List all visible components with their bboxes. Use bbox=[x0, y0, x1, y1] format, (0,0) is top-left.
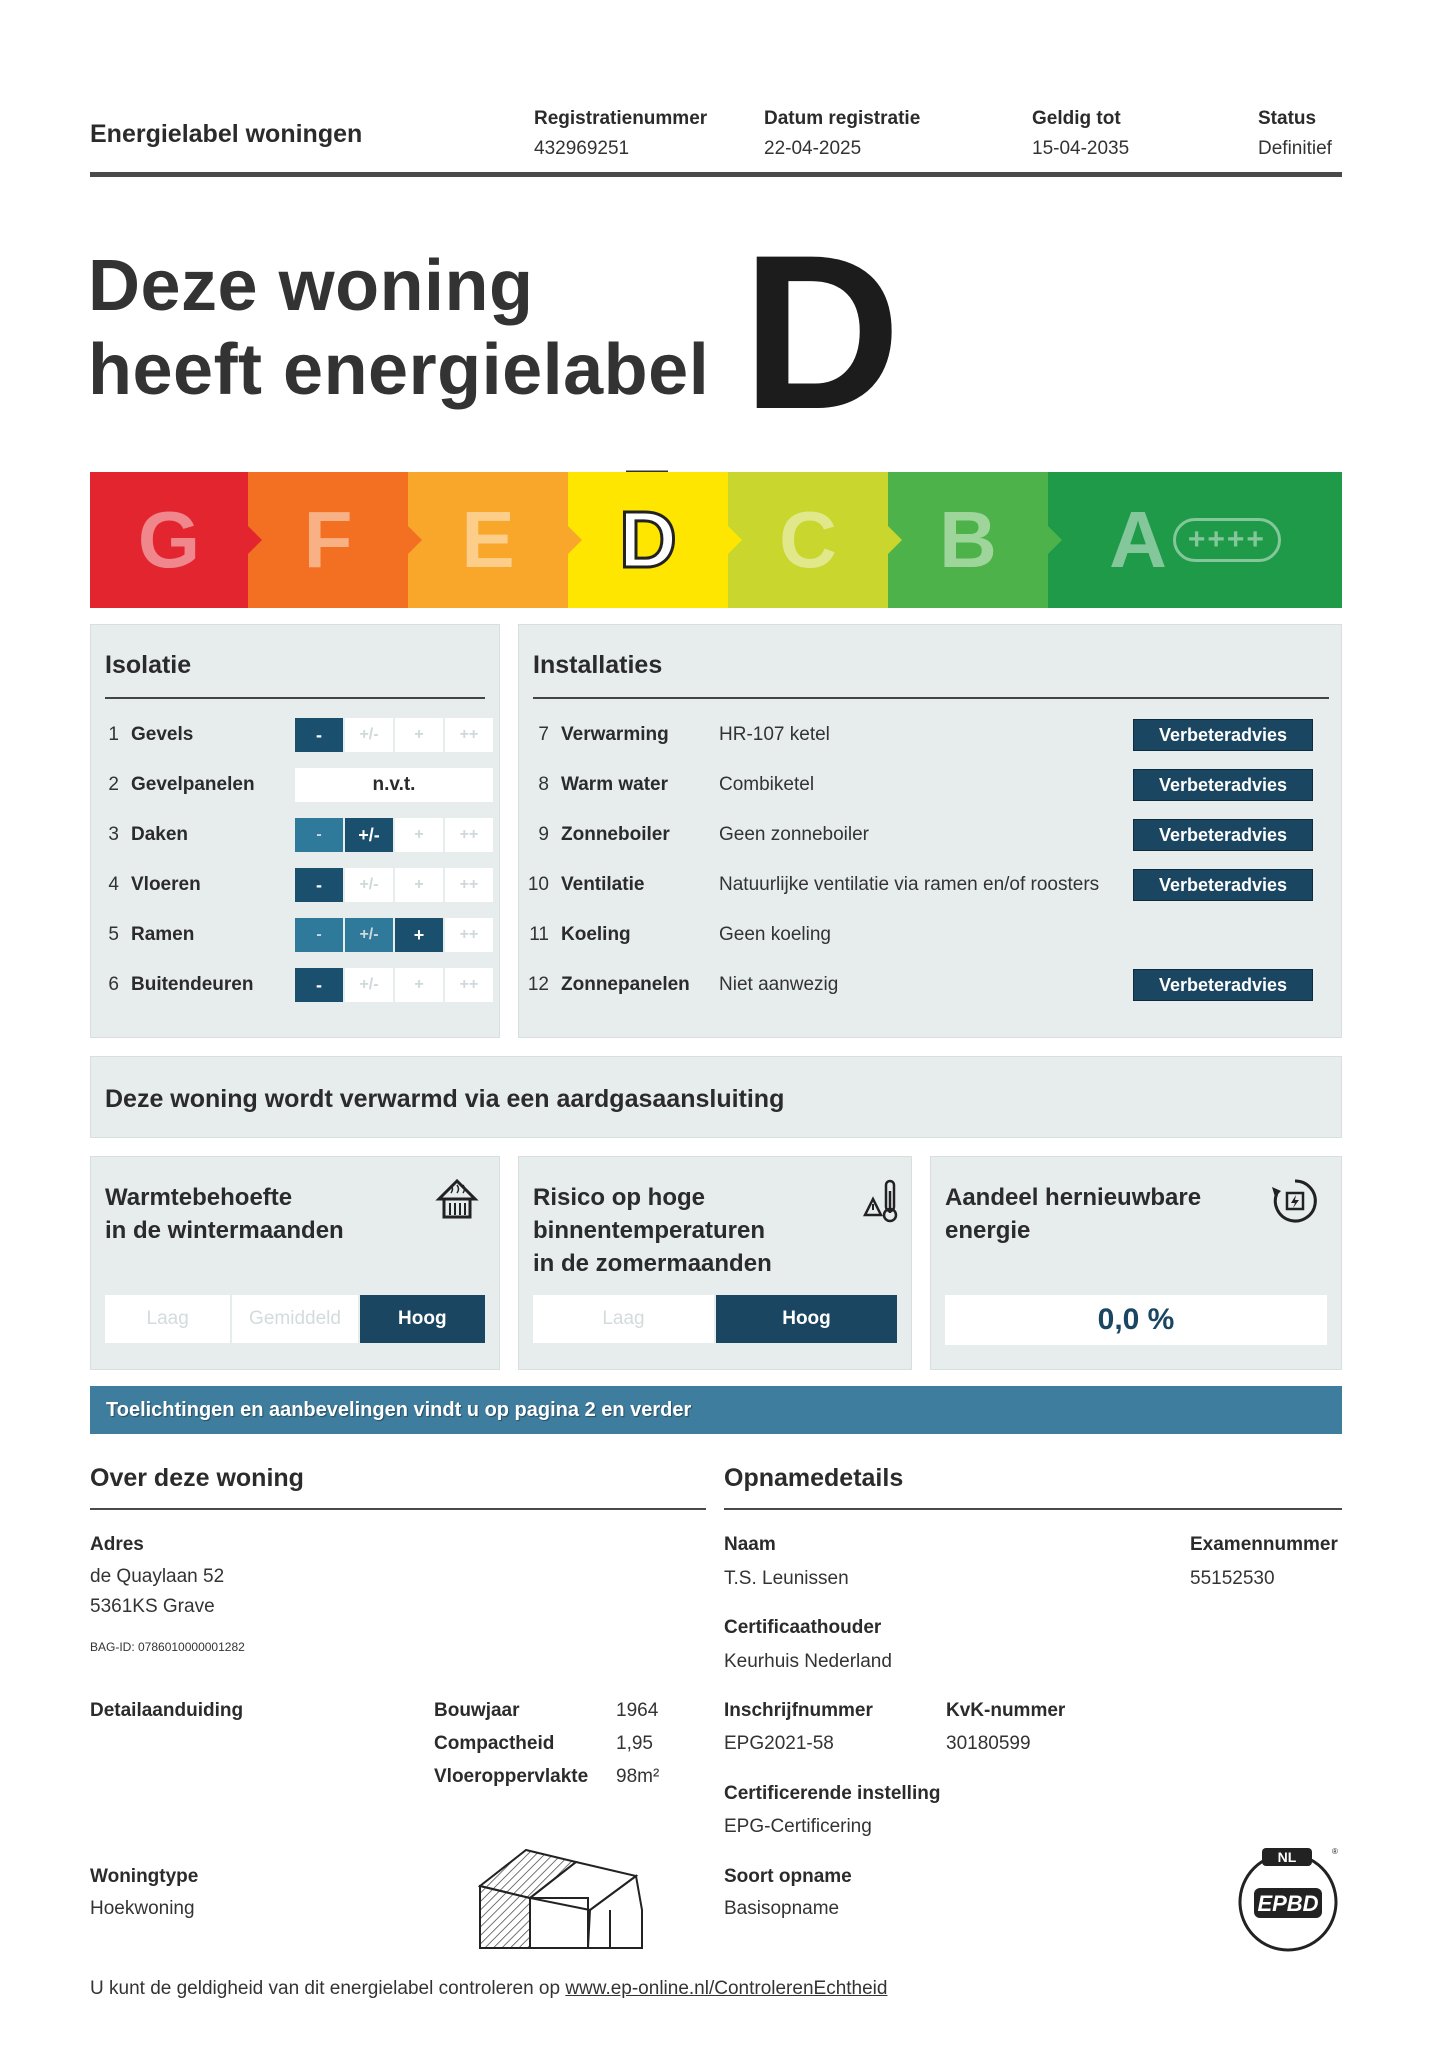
compactheid-label: Compactheid bbox=[434, 1733, 555, 1754]
rating-cell: +/- bbox=[345, 968, 393, 1002]
aandeel-box bbox=[930, 1156, 1342, 1370]
svg-text:®: ® bbox=[1332, 1847, 1338, 1856]
warmte-box bbox=[90, 1156, 500, 1370]
row-label: Gevels bbox=[131, 724, 194, 745]
ep-online-link[interactable]: www.ep-online.nl/ControlerenEchtheid bbox=[565, 1978, 888, 1999]
gas-text: Deze woning wordt verwarmd via een aardgasaansluiting bbox=[105, 1085, 785, 1113]
row-number: 3 bbox=[108, 824, 119, 845]
info-banner: Toelichtingen en aanbevelingen vindt u op pagina 2 en verder bbox=[90, 1386, 1342, 1434]
scale-letter-g: G bbox=[137, 495, 201, 584]
soort-opname-label: Soort opname bbox=[724, 1866, 852, 1887]
rating-cell: +/- bbox=[345, 718, 393, 752]
inschrijfnummer-label: Inschrijfnummer bbox=[724, 1700, 873, 1721]
row-value: Niet aanwezig bbox=[719, 974, 839, 995]
row-label: Vloeren bbox=[131, 874, 201, 895]
isolation-rating bbox=[295, 718, 493, 752]
energy-label-letter: D bbox=[742, 209, 901, 455]
verbeteradvies-button[interactable]: Verbeteradvies bbox=[1133, 769, 1313, 801]
adres-line1: de Quaylaan 52 bbox=[90, 1566, 225, 1587]
gas-panel bbox=[90, 1056, 1342, 1138]
row-label: Ramen bbox=[131, 924, 195, 945]
thermometer-warning-icon bbox=[863, 1177, 903, 1225]
epbd-logo bbox=[1232, 1844, 1344, 1956]
headline-line2: heeft energielabel bbox=[88, 330, 710, 410]
aandeel-title-line1: Aandeel hernieuwbare bbox=[945, 1184, 1202, 1211]
status-label: Status bbox=[1258, 108, 1317, 129]
kvk-value: 30180599 bbox=[946, 1733, 1031, 1754]
instelling-value: EPG-Certificering bbox=[724, 1816, 872, 1837]
isolatie-row-gevelpanelen bbox=[91, 767, 501, 803]
warmte-title-line2: in de wintermaanden bbox=[105, 1217, 344, 1244]
row-number: 7 bbox=[538, 724, 549, 745]
rating-cell: - bbox=[295, 868, 343, 902]
row-label: Gevelpanelen bbox=[131, 774, 255, 795]
rating-cell: + bbox=[395, 918, 443, 952]
woningtype-label: Woningtype bbox=[90, 1866, 199, 1887]
risico-option-laag: Laag bbox=[533, 1295, 716, 1343]
headline bbox=[88, 244, 709, 412]
scale-arrow bbox=[568, 526, 582, 554]
vloeroppervlakte-label: Vloeroppervlakte bbox=[434, 1766, 589, 1787]
row-number: 11 bbox=[529, 924, 549, 945]
woning-rule bbox=[90, 1508, 706, 1510]
isolatie-row-gevels bbox=[91, 717, 501, 753]
scale-arrow bbox=[1048, 526, 1062, 554]
scale-letter-b: B bbox=[939, 495, 997, 584]
row-label: Zonneboiler bbox=[561, 824, 670, 845]
scale-segment-b bbox=[888, 472, 1048, 608]
aandeel-value: 0,0 % bbox=[945, 1295, 1327, 1345]
opname-rule bbox=[724, 1508, 1342, 1510]
isolatie-row-daken bbox=[91, 817, 501, 853]
house-heating-icon bbox=[435, 1177, 479, 1221]
not-applicable-value: n.v.t. bbox=[295, 768, 493, 802]
installatie-row-warm-water bbox=[519, 767, 1343, 803]
row-number: 8 bbox=[538, 774, 549, 795]
verbeteradvies-button[interactable]: Verbeteradvies bbox=[1133, 719, 1313, 751]
installaties-rule bbox=[533, 697, 1329, 699]
rating-cell: - bbox=[295, 818, 343, 852]
row-label: Zonnepanelen bbox=[561, 974, 690, 995]
naam-value: T.S. Leunissen bbox=[724, 1568, 849, 1589]
headline-line1: Deze woning bbox=[88, 246, 534, 326]
scale-segment-g bbox=[90, 472, 248, 608]
rating-cell: +/- bbox=[345, 868, 393, 902]
verbeteradvies-button[interactable]: Verbeteradvies bbox=[1133, 819, 1313, 851]
installaties-title: Installaties bbox=[533, 651, 663, 679]
row-value: Geen zonneboiler bbox=[719, 824, 869, 845]
row-number: 6 bbox=[108, 974, 119, 995]
installatie-row-zonnepanelen bbox=[519, 967, 1343, 1003]
isolatie-row-ramen bbox=[91, 917, 501, 953]
registratienummer-field bbox=[534, 108, 707, 160]
geldig-tot-field bbox=[1032, 108, 1129, 160]
compactheid-value: 1,95 bbox=[616, 1733, 653, 1754]
rating-cell: ++ bbox=[445, 968, 493, 1002]
document-title: Energielabel woningen bbox=[90, 120, 363, 148]
isolatie-row-vloeren bbox=[91, 867, 501, 903]
rating-cell: +/- bbox=[345, 918, 393, 952]
scale-arrow bbox=[248, 526, 262, 554]
naam-label: Naam bbox=[724, 1534, 776, 1555]
row-label: Warm water bbox=[561, 774, 668, 795]
risico-option-hoog: Hoog bbox=[716, 1295, 899, 1343]
isolatie-title: Isolatie bbox=[105, 651, 192, 679]
row-label: Daken bbox=[131, 824, 189, 845]
warmte-option-laag: Laag bbox=[105, 1295, 232, 1343]
soort-opname-value: Basisopname bbox=[724, 1898, 840, 1919]
warmte-title bbox=[105, 1181, 344, 1247]
datum-registratie-label: Datum registratie bbox=[764, 108, 921, 129]
corner-house-icon bbox=[476, 1846, 646, 1952]
row-value: Geen koeling bbox=[719, 924, 831, 945]
status-value: Definitief bbox=[1258, 138, 1332, 159]
rating-cell: ++ bbox=[445, 868, 493, 902]
warmte-title-line1: Warmtebehoefte bbox=[105, 1184, 293, 1211]
certificaathouder-value: Keurhuis Nederland bbox=[724, 1651, 892, 1672]
geldig-tot-value: 15-04-2035 bbox=[1032, 138, 1130, 159]
warmte-scale bbox=[105, 1295, 487, 1343]
rating-cell: + bbox=[395, 718, 443, 752]
row-label: Buitendeuren bbox=[131, 974, 254, 995]
row-value: HR-107 ketel bbox=[719, 724, 830, 745]
scale-plus-badge: ++++ bbox=[1173, 518, 1281, 562]
adres-line2: 5361KS Grave bbox=[90, 1596, 215, 1617]
row-number: 2 bbox=[108, 774, 119, 795]
installatie-row-koeling bbox=[519, 917, 1343, 953]
row-value: Natuurlijke ventilatie via ramen en/of roosters bbox=[719, 874, 1100, 895]
rating-cell: - bbox=[295, 968, 343, 1002]
rating-cell: + bbox=[395, 818, 443, 852]
bouwjaar-label: Bouwjaar bbox=[434, 1700, 520, 1721]
scale-segment-a bbox=[1048, 472, 1342, 608]
adres-value bbox=[90, 1562, 224, 1622]
rating-cell: - bbox=[295, 718, 343, 752]
epbd-logo-badge: EPBD bbox=[1257, 1891, 1319, 1916]
installaties-panel bbox=[518, 624, 1342, 1038]
verbeteradvies-button[interactable]: Verbeteradvies bbox=[1133, 969, 1313, 1001]
scale-segment-e bbox=[408, 472, 568, 608]
rating-cell: ++ bbox=[445, 818, 493, 852]
warmte-option-gemiddeld: Gemiddeld bbox=[232, 1295, 359, 1343]
risico-scale bbox=[533, 1295, 899, 1343]
rating-cell: ++ bbox=[445, 718, 493, 752]
footer-text: U kunt de geldigheid van dit energielabel controleren op bbox=[90, 1978, 566, 1999]
rating-cell: + bbox=[395, 868, 443, 902]
risico-title bbox=[533, 1181, 772, 1280]
row-label: Ventilatie bbox=[561, 874, 645, 895]
bouwjaar-value: 1964 bbox=[616, 1700, 659, 1721]
woning-section-title: Over deze woning bbox=[90, 1464, 304, 1492]
isolation-rating bbox=[295, 918, 493, 952]
scale-arrow bbox=[728, 526, 742, 554]
scale-letter-f: F bbox=[303, 495, 353, 584]
row-number: 9 bbox=[538, 824, 549, 845]
instelling-label: Certificerende instelling bbox=[724, 1783, 941, 1804]
scale-letter-d: D bbox=[619, 495, 677, 584]
examennummer-label: Examennummer bbox=[1190, 1534, 1338, 1555]
row-label: Koeling bbox=[561, 924, 631, 945]
rating-cell: - bbox=[295, 918, 343, 952]
row-number: 1 bbox=[108, 724, 119, 745]
row-value: Combiketel bbox=[719, 774, 815, 795]
scale-letter-c: C bbox=[779, 495, 837, 584]
installatie-row-zonneboiler bbox=[519, 817, 1343, 853]
detailaanduiding-label: Detailaanduiding bbox=[90, 1700, 244, 1721]
scale-segment-f bbox=[248, 472, 408, 608]
risico-box bbox=[518, 1156, 912, 1370]
isolation-rating bbox=[295, 968, 493, 1002]
registratienummer-value: 432969251 bbox=[534, 138, 630, 159]
isolatie-row-buitendeuren bbox=[91, 967, 501, 1003]
aandeel-title bbox=[945, 1181, 1201, 1247]
isolation-rating bbox=[295, 868, 493, 902]
bag-id: BAG-ID: 0786010000001282 bbox=[90, 1640, 245, 1654]
vloeroppervlakte-value: 98m² bbox=[616, 1766, 660, 1787]
scale-arrow bbox=[888, 526, 902, 554]
rating-cell: + bbox=[395, 968, 443, 1002]
datum-registratie-value: 22-04-2025 bbox=[764, 138, 862, 159]
rating-cell: ++ bbox=[445, 918, 493, 952]
geldig-tot-label: Geldig tot bbox=[1032, 108, 1121, 129]
inschrijfnummer-value: EPG2021-58 bbox=[724, 1733, 834, 1754]
scale-letter-a: A bbox=[1109, 495, 1167, 584]
epbd-logo-nl: NL bbox=[1277, 1849, 1297, 1865]
verbeteradvies-button[interactable]: Verbeteradvies bbox=[1133, 869, 1313, 901]
header-rule bbox=[90, 172, 1342, 177]
certificaathouder-label: Certificaathouder bbox=[724, 1617, 882, 1638]
examennummer-value: 55152530 bbox=[1190, 1568, 1275, 1589]
renewable-energy-icon bbox=[1269, 1175, 1321, 1227]
kvk-label: KvK-nummer bbox=[946, 1700, 1066, 1721]
energy-scale bbox=[90, 472, 1342, 608]
isolatie-panel bbox=[90, 624, 500, 1038]
scale-letter-e: E bbox=[461, 495, 515, 584]
row-number: 4 bbox=[108, 874, 119, 895]
risico-title-line1: Risico op hoge bbox=[533, 1184, 706, 1211]
isolatie-rule bbox=[105, 697, 485, 699]
risico-title-line2: binnentemperaturen bbox=[533, 1217, 766, 1244]
scale-arrow bbox=[408, 526, 422, 554]
aandeel-title-line2: energie bbox=[945, 1217, 1031, 1244]
status-field bbox=[1258, 108, 1332, 160]
row-number: 10 bbox=[527, 874, 549, 895]
footer-note bbox=[90, 1978, 887, 2000]
adres-label: Adres bbox=[90, 1534, 144, 1555]
risico-title-line3: in de zomermaanden bbox=[533, 1250, 772, 1277]
scale-segment-c bbox=[728, 472, 888, 608]
registratienummer-label: Registratienummer bbox=[534, 108, 708, 129]
rating-cell: +/- bbox=[345, 818, 393, 852]
scale-segment-d bbox=[568, 472, 728, 608]
isolation-rating bbox=[295, 818, 493, 852]
datum-registratie-field bbox=[764, 108, 920, 160]
woningtype-value: Hoekwoning bbox=[90, 1898, 195, 1919]
opname-section-title: Opnamedetails bbox=[724, 1464, 904, 1492]
row-label: Verwarming bbox=[561, 724, 669, 745]
row-number: 12 bbox=[527, 974, 549, 995]
installatie-row-verwarming bbox=[519, 717, 1343, 753]
row-number: 5 bbox=[108, 924, 119, 945]
warmte-option-hoog: Hoog bbox=[360, 1295, 487, 1343]
installatie-row-ventilatie bbox=[519, 867, 1343, 903]
